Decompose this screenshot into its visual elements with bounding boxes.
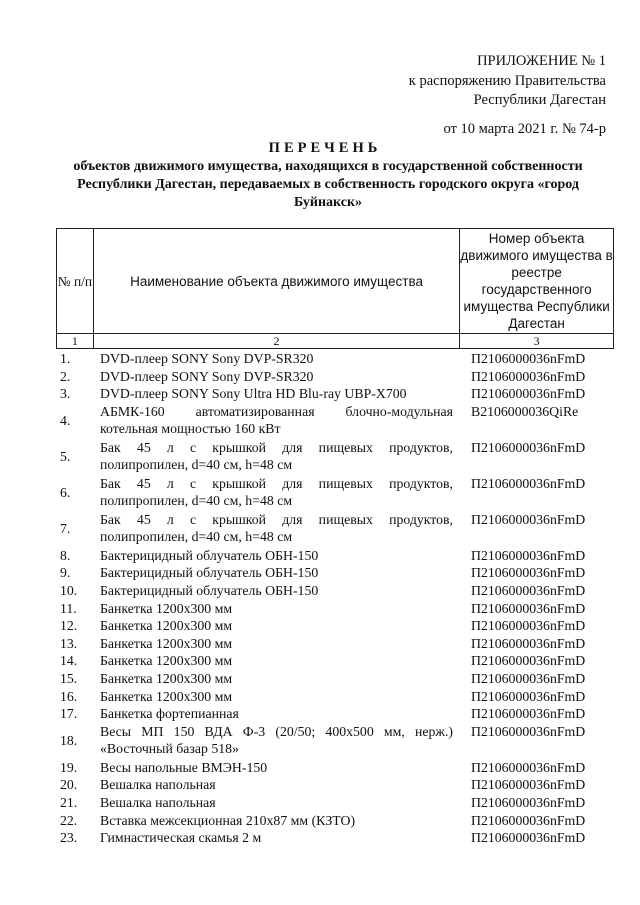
row-registry-number: П2106000036nFmD <box>471 670 586 686</box>
row-name: Банкетка 1200х300 мм <box>100 653 233 669</box>
row-name: Гимнастическая скамья 2 м <box>100 830 262 846</box>
row-registry-number: П2106000036nFmD <box>471 386 586 402</box>
row-registry-number: П2106000036nFmD <box>471 812 586 828</box>
row-number: 17. <box>60 706 78 722</box>
row-registry-number: П2106000036nFmD <box>471 368 586 384</box>
row-number: 23. <box>60 830 78 846</box>
row-number: 18. <box>60 732 78 748</box>
row-name: Бак 45 л с крышкой для пищевых продуктов, полипропилен, d=40 см, h=48 см <box>100 511 453 545</box>
row-registry-number: П2106000036nFmD <box>471 777 586 793</box>
row-name: Вставка межсекционная 210х87 мм (КЗТО) <box>100 812 356 828</box>
row-number: 16. <box>60 688 78 704</box>
row-registry-number: П2106000036nFmD <box>471 635 586 651</box>
row-number: 10. <box>60 582 78 598</box>
table-body <box>56 350 616 847</box>
row-name: DVD-плеер SONY Sony DVP-SR320 <box>100 368 314 384</box>
row-registry-number: П2106000036nFmD <box>471 723 586 739</box>
row-number: 6. <box>60 484 71 500</box>
row-name: Банкетка 1200х300 мм <box>100 618 233 634</box>
column-header-name: Наименование объекта движимого имущества <box>93 229 459 334</box>
table-row <box>56 652 616 670</box>
row-number: 15. <box>60 670 78 686</box>
row-name: Вешалка напольная <box>100 777 216 793</box>
row-name: Банкетка фортепианная <box>100 706 239 722</box>
row-number: 11. <box>60 600 77 616</box>
row-registry-number: П2106000036nFmD <box>471 706 586 722</box>
row-number: 5. <box>60 448 71 464</box>
table-row <box>56 564 616 582</box>
appendix-number: ПРИЛОЖЕНИЕ № 1 <box>477 53 606 69</box>
table-row <box>56 600 616 618</box>
table-row <box>56 582 616 600</box>
row-registry-number: В2106000036QiRe <box>471 403 579 419</box>
column-header-registry: Номер объекта движимого имущества в реестре государственного имущества Республики Дагестан <box>460 229 614 334</box>
row-number: 21. <box>60 794 78 810</box>
row-registry-number: П2106000036nFmD <box>471 653 586 669</box>
appendix-date: от 10 марта 2021 г. № 74-р <box>443 120 606 137</box>
table-row <box>56 350 616 368</box>
table-row <box>56 547 616 565</box>
row-number: 2. <box>60 368 71 384</box>
row-number: 8. <box>60 547 71 563</box>
row-number: 12. <box>60 618 78 634</box>
document-title: ПЕРЕЧЕНЬ <box>268 140 382 156</box>
row-number: 3. <box>60 386 71 402</box>
document-subtitle: объектов движимого имущества, находящихся в государственной собственности Республики Дагестан, передаваемых в собственность городского округа «город Буйнакск» <box>73 159 583 210</box>
row-registry-number: П2106000036nFmD <box>471 618 586 634</box>
table-row <box>56 776 616 794</box>
table-row <box>56 705 616 723</box>
row-name: Весы напольные ВМЭН-150 <box>100 759 268 775</box>
table-row <box>56 368 616 386</box>
row-name: Бак 45 л с крышкой для пищевых продуктов, полипропилен, d=40 см, h=48 см <box>100 439 453 473</box>
row-number: 20. <box>60 777 78 793</box>
table-row <box>56 617 616 635</box>
row-registry-number: П2106000036nFmD <box>471 547 586 563</box>
table-row <box>56 670 616 688</box>
column-index-3: 3 <box>460 334 614 349</box>
table-row <box>56 439 616 475</box>
row-registry-number: П2106000036nFmD <box>471 830 586 846</box>
table-row <box>56 635 616 653</box>
row-name: Бактерицидный облучатель ОБН-150 <box>100 547 319 563</box>
row-name: Банкетка 1200х300 мм <box>100 688 233 704</box>
row-registry-number: П2106000036nFmD <box>471 439 586 455</box>
row-name: Бак 45 л с крышкой для пищевых продуктов, полипропилен, d=40 см, h=48 см <box>100 475 453 509</box>
table-header <box>56 228 614 349</box>
row-name: Банкетка 1200х300 мм <box>100 635 233 651</box>
table-row <box>56 403 616 439</box>
row-registry-number: П2106000036nFmD <box>471 600 586 616</box>
row-registry-number: П2106000036nFmD <box>471 351 586 366</box>
row-name: DVD-плеер SONY Sony DVP-SR320 <box>100 351 314 366</box>
column-index-1: 1 <box>57 334 94 349</box>
row-name: Банкетка 1200х300 мм <box>100 600 233 616</box>
table-row <box>56 723 616 759</box>
row-registry-number: П2106000036nFmD <box>471 475 586 491</box>
appendix-government-line: Республики Дагестан <box>473 92 606 108</box>
row-number: 9. <box>60 565 71 581</box>
row-registry-number: П2106000036nFmD <box>471 759 586 775</box>
row-name: Вешалка напольная <box>100 794 216 810</box>
row-name: DVD-плеер SONY Sony Ultra HD Blu-ray UBP-X700 <box>100 386 407 402</box>
row-name: Банкетка 1200х300 мм <box>100 670 233 686</box>
row-registry-number: П2106000036nFmD <box>471 565 586 581</box>
appendix-order-line: к распоряжению Правительства <box>408 72 606 89</box>
table-row <box>56 759 616 777</box>
row-number: 1. <box>60 351 71 366</box>
row-name: Бактерицидный облучатель ОБН-150 <box>100 565 319 581</box>
table-row <box>56 829 616 847</box>
row-number: 22. <box>60 812 78 828</box>
row-name: Бактерицидный облучатель ОБН-150 <box>100 582 319 598</box>
row-name: АБМК-160 автоматизированная блочно-модульная котельная мощностью 160 кВт <box>100 403 453 437</box>
column-header-number: № п/п <box>57 229 94 334</box>
row-number: 19. <box>60 759 78 775</box>
row-number: 4. <box>60 412 71 428</box>
column-index-2: 2 <box>93 334 459 349</box>
row-number: 7. <box>60 520 71 536</box>
table-row <box>56 812 616 830</box>
row-registry-number: П2106000036nFmD <box>471 582 586 598</box>
table-row <box>56 385 616 403</box>
row-number: 14. <box>60 653 78 669</box>
appendix-header <box>366 52 606 139</box>
row-name: Весы МП 150 ВДА Ф-3 (20/50; 400х500 мм, нерж.) «Восточный базар 518» <box>100 723 453 757</box>
row-number: 13. <box>60 635 78 651</box>
table-row <box>56 794 616 812</box>
row-registry-number: П2106000036nFmD <box>471 794 586 810</box>
row-registry-number: П2106000036nFmD <box>471 511 586 527</box>
table-row <box>56 511 616 547</box>
table-row <box>56 475 616 511</box>
row-registry-number: П2106000036nFmD <box>471 688 586 704</box>
table-row <box>56 688 616 706</box>
